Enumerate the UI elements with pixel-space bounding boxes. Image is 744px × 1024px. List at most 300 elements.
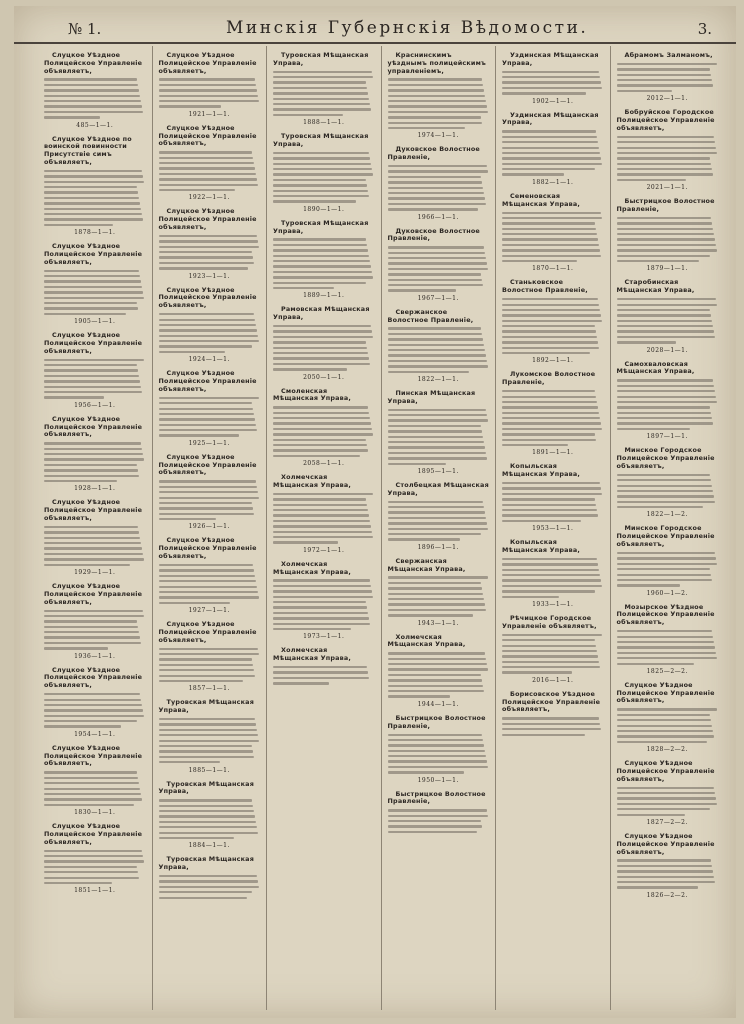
text-line bbox=[502, 433, 595, 435]
text-line bbox=[44, 877, 139, 879]
notice-body bbox=[617, 298, 719, 343]
text-line bbox=[502, 238, 598, 240]
notice bbox=[44, 416, 146, 493]
text-line bbox=[388, 192, 484, 194]
text-line bbox=[388, 344, 484, 346]
notice bbox=[44, 243, 146, 325]
text-line bbox=[273, 152, 369, 154]
text-line bbox=[388, 446, 485, 448]
notice-code: 1857—1—1. bbox=[188, 685, 230, 693]
text-line bbox=[502, 417, 600, 419]
text-line bbox=[617, 787, 714, 789]
notice-body bbox=[617, 63, 719, 92]
text-line bbox=[273, 536, 373, 538]
notice-code: 1933—1—1. bbox=[532, 601, 574, 609]
text-line bbox=[44, 396, 104, 398]
text-line bbox=[273, 87, 367, 89]
text-line bbox=[273, 493, 373, 495]
text-line bbox=[388, 609, 486, 611]
notice-heading: Дуковское Волостное Правленіе, bbox=[387, 226, 480, 243]
text-line bbox=[388, 338, 483, 340]
text-line bbox=[617, 74, 711, 76]
text-line bbox=[617, 401, 717, 403]
notice-heading: Туровская Мѣщанская Управа, bbox=[158, 698, 254, 715]
notice-body bbox=[159, 313, 261, 353]
text-line bbox=[159, 580, 256, 582]
text-line bbox=[388, 593, 483, 595]
text-line bbox=[273, 444, 367, 446]
notice-body bbox=[617, 379, 719, 430]
text-line bbox=[502, 596, 559, 598]
notice bbox=[388, 715, 490, 784]
notice bbox=[617, 279, 719, 353]
notice-code: 1825—2—2. bbox=[646, 667, 688, 675]
notice-body bbox=[388, 327, 490, 372]
notice-body bbox=[273, 579, 375, 630]
text-line bbox=[502, 396, 596, 398]
text-line bbox=[502, 157, 601, 159]
notice-body bbox=[617, 474, 719, 509]
text-line bbox=[617, 325, 713, 327]
text-line bbox=[617, 719, 711, 721]
text-line bbox=[388, 284, 483, 286]
text-line bbox=[44, 181, 144, 183]
notice-heading: Туровская Мѣщанская Управа, bbox=[273, 51, 369, 67]
text-line bbox=[159, 157, 253, 159]
text-line bbox=[617, 233, 714, 235]
text-line bbox=[273, 498, 366, 500]
text-line bbox=[502, 341, 598, 343]
text-line bbox=[44, 291, 143, 293]
text-line bbox=[44, 647, 108, 649]
text-line bbox=[502, 173, 564, 175]
text-line bbox=[159, 497, 259, 499]
text-line bbox=[617, 557, 716, 559]
text-line bbox=[502, 163, 602, 165]
text-line bbox=[159, 486, 257, 488]
notice-heading: Слуцкое Уѣздное Полицейское Управленіе объявляетъ, bbox=[44, 414, 143, 439]
column-4 bbox=[382, 46, 497, 1010]
text-line bbox=[44, 386, 141, 388]
text-line bbox=[159, 886, 259, 888]
notice bbox=[502, 539, 604, 608]
text-line bbox=[273, 108, 371, 110]
text-line bbox=[502, 168, 595, 170]
notice bbox=[44, 823, 146, 894]
text-line bbox=[159, 480, 256, 482]
text-line bbox=[617, 568, 710, 570]
text-line bbox=[388, 84, 483, 86]
text-line bbox=[44, 116, 100, 118]
text-line bbox=[273, 368, 347, 370]
text-line bbox=[617, 157, 710, 159]
text-line bbox=[159, 729, 257, 731]
notice-code: 1972—1—1. bbox=[303, 546, 345, 554]
text-line bbox=[159, 434, 239, 436]
notice-heading: Свержанское Волостное Правленіе, bbox=[387, 307, 474, 324]
text-line bbox=[388, 463, 447, 465]
text-line bbox=[617, 579, 712, 581]
text-line bbox=[617, 396, 716, 398]
text-line bbox=[273, 628, 351, 630]
text-line bbox=[617, 652, 716, 654]
text-line bbox=[273, 238, 366, 240]
notice bbox=[388, 52, 490, 139]
notice-heading: Туровская Мѣщанская Управа, bbox=[158, 855, 254, 872]
text-line bbox=[617, 714, 710, 716]
text-line bbox=[44, 480, 117, 482]
text-line bbox=[273, 666, 367, 668]
text-line bbox=[159, 897, 247, 899]
text-line bbox=[388, 771, 464, 773]
notice-heading: Минское Городское Полицейское Управленіе объявляетъ, bbox=[616, 524, 715, 549]
text-line bbox=[44, 208, 141, 210]
text-line bbox=[388, 327, 481, 329]
text-line bbox=[273, 509, 368, 511]
notice-heading: Свержанская Мѣщанская Управа, bbox=[387, 556, 466, 573]
notice-heading: Станьковское Волостное Правленіе, bbox=[502, 278, 588, 295]
text-line bbox=[388, 436, 483, 438]
notice-code: 1944—1—1. bbox=[417, 700, 459, 708]
notice bbox=[273, 220, 375, 300]
notice-heading: Слуцкое Уѣздное Полицейское Управленіе объявляетъ, bbox=[158, 369, 257, 393]
text-line bbox=[159, 658, 252, 660]
text-line bbox=[617, 563, 717, 565]
text-line bbox=[617, 84, 713, 86]
text-line bbox=[388, 197, 485, 199]
notice-code: 1953—1—1. bbox=[532, 525, 574, 533]
notice bbox=[273, 388, 375, 468]
text-line bbox=[502, 569, 599, 571]
text-line bbox=[502, 493, 602, 495]
text-line bbox=[273, 417, 370, 419]
notice-body bbox=[159, 799, 261, 839]
text-line bbox=[502, 661, 599, 663]
text-line bbox=[388, 262, 487, 264]
text-line bbox=[273, 341, 366, 343]
text-line bbox=[388, 739, 483, 741]
text-line bbox=[502, 255, 601, 257]
text-line bbox=[159, 880, 258, 882]
text-line bbox=[388, 181, 482, 183]
text-line bbox=[159, 184, 258, 186]
text-line bbox=[502, 520, 581, 522]
text-line bbox=[502, 330, 596, 332]
text-line bbox=[44, 850, 142, 852]
text-line bbox=[159, 805, 253, 807]
text-line bbox=[159, 596, 259, 598]
notice bbox=[159, 537, 261, 614]
notice-body bbox=[159, 235, 261, 270]
notice-code: 1925—1—1. bbox=[188, 439, 230, 447]
text-line bbox=[159, 518, 217, 520]
text-line bbox=[502, 401, 597, 403]
notice bbox=[388, 791, 490, 834]
text-line bbox=[502, 585, 602, 587]
text-line bbox=[273, 287, 334, 289]
text-line bbox=[388, 760, 487, 762]
text-line bbox=[159, 591, 258, 593]
text-line bbox=[388, 176, 481, 178]
text-line bbox=[273, 71, 372, 73]
text-line bbox=[44, 297, 144, 299]
text-line bbox=[388, 279, 482, 281]
notice-code: 2050—1—1. bbox=[303, 373, 345, 381]
text-line bbox=[617, 741, 707, 743]
text-line bbox=[617, 479, 711, 481]
text-line bbox=[388, 360, 487, 362]
notice-body bbox=[502, 558, 604, 598]
notice-code: 1928—1—1. bbox=[74, 485, 116, 493]
notice-heading: Холмечская Мѣщанская Управа, bbox=[273, 646, 352, 663]
notice bbox=[502, 691, 604, 736]
text-line bbox=[159, 84, 256, 86]
text-line bbox=[159, 575, 255, 577]
text-line bbox=[44, 105, 142, 107]
notice-heading: Слуцкое Уѣздное Полицейское Управленіе объявляетъ, bbox=[44, 582, 143, 606]
notice bbox=[502, 112, 604, 186]
text-line bbox=[617, 68, 710, 70]
text-line bbox=[388, 522, 487, 524]
text-line bbox=[388, 425, 481, 427]
text-line bbox=[44, 631, 139, 633]
notice-body bbox=[388, 809, 490, 833]
notice bbox=[617, 198, 719, 272]
text-line bbox=[388, 695, 451, 697]
text-line bbox=[388, 365, 488, 367]
text-line bbox=[502, 217, 602, 219]
text-line bbox=[159, 340, 259, 342]
text-line bbox=[273, 163, 371, 165]
issue-number: № 1. bbox=[68, 20, 102, 38]
text-line bbox=[617, 657, 717, 659]
text-line bbox=[44, 302, 137, 304]
text-line bbox=[617, 217, 711, 219]
text-line bbox=[44, 542, 141, 544]
notice-body bbox=[502, 634, 604, 674]
notice-body bbox=[502, 390, 604, 446]
text-line bbox=[44, 547, 142, 549]
text-line bbox=[159, 891, 252, 893]
notice bbox=[617, 525, 719, 596]
notice-code: 1830—1—1. bbox=[74, 809, 116, 817]
text-line bbox=[388, 809, 487, 811]
text-line bbox=[44, 197, 139, 199]
text-line bbox=[273, 671, 368, 673]
text-line bbox=[502, 563, 598, 565]
notice-code: 2021—1—1. bbox=[646, 184, 688, 192]
text-line bbox=[44, 610, 143, 612]
text-line bbox=[617, 797, 716, 799]
text-line bbox=[502, 650, 597, 652]
text-line bbox=[502, 222, 595, 224]
text-line bbox=[617, 859, 711, 861]
text-line bbox=[273, 168, 372, 170]
notice-body bbox=[388, 501, 490, 541]
notice-heading: Лукомское Волостное Правленіе, bbox=[502, 370, 596, 387]
notice-body bbox=[502, 298, 604, 354]
text-line bbox=[502, 336, 597, 338]
text-line bbox=[617, 574, 711, 576]
notice bbox=[159, 125, 261, 202]
notice-code: 1929—1—1. bbox=[74, 569, 116, 577]
text-line bbox=[44, 715, 144, 717]
notice bbox=[502, 371, 604, 456]
column-3 bbox=[267, 46, 382, 1010]
notice-code: 1966—1—1. bbox=[417, 213, 459, 221]
text-line bbox=[273, 585, 371, 587]
notice-body bbox=[388, 576, 490, 616]
notice-heading: Копыльская Мѣщанская Управа, bbox=[502, 538, 581, 555]
text-line bbox=[617, 803, 717, 805]
text-line bbox=[388, 766, 488, 768]
text-line bbox=[617, 390, 715, 392]
text-line bbox=[159, 178, 257, 180]
text-line bbox=[617, 173, 713, 175]
text-line bbox=[388, 598, 484, 600]
notice bbox=[388, 558, 490, 627]
notice-body bbox=[44, 78, 146, 118]
text-line bbox=[388, 685, 483, 687]
text-line bbox=[159, 675, 255, 677]
text-line bbox=[273, 265, 371, 267]
notice-code: 1870—1—1. bbox=[532, 265, 574, 273]
text-line bbox=[617, 314, 711, 316]
column-5 bbox=[496, 46, 611, 1010]
text-line bbox=[159, 826, 257, 828]
notice bbox=[159, 370, 261, 447]
text-line bbox=[44, 704, 142, 706]
notice-heading: Абрамомъ Залманомъ, bbox=[624, 51, 713, 59]
text-line bbox=[273, 677, 369, 679]
notice-code: 1882—1—1. bbox=[532, 178, 574, 186]
notice-body bbox=[388, 409, 490, 465]
text-line bbox=[502, 249, 600, 251]
text-line bbox=[502, 320, 602, 322]
notice bbox=[388, 390, 490, 475]
text-line bbox=[273, 428, 372, 430]
text-line bbox=[44, 871, 138, 873]
text-line bbox=[159, 745, 252, 747]
text-line bbox=[159, 653, 259, 655]
text-line bbox=[159, 313, 254, 315]
notice bbox=[617, 760, 719, 826]
text-line bbox=[502, 228, 596, 230]
notice bbox=[388, 482, 490, 551]
notice-heading: Столбецкая Мѣщанская Управа, bbox=[387, 480, 489, 497]
text-line bbox=[388, 668, 488, 670]
text-line bbox=[273, 433, 373, 435]
text-line bbox=[159, 815, 255, 817]
text-line bbox=[159, 502, 252, 504]
notice bbox=[44, 52, 146, 129]
text-line bbox=[388, 127, 465, 129]
notice bbox=[617, 682, 719, 753]
text-line bbox=[159, 799, 252, 801]
notice-heading: Холмечская Мѣщанская Управа, bbox=[273, 559, 352, 576]
text-line bbox=[159, 507, 253, 509]
notice bbox=[502, 52, 604, 105]
text-line bbox=[159, 319, 255, 321]
text-line bbox=[273, 449, 368, 451]
text-line bbox=[388, 587, 482, 589]
text-line bbox=[388, 257, 486, 259]
text-line bbox=[617, 249, 717, 251]
notice-code: 2028—1—1. bbox=[646, 346, 688, 354]
notice-heading: Слуцкое Уѣздное Полицейское Управленіе объявляетъ, bbox=[158, 452, 257, 477]
notice-heading: Слуцкое Уѣздное Полицейское Управленіе объявляетъ, bbox=[44, 743, 143, 768]
notice-body bbox=[502, 212, 604, 263]
text-line bbox=[159, 235, 257, 237]
notice bbox=[273, 647, 375, 684]
text-line bbox=[617, 428, 690, 430]
text-line bbox=[44, 475, 139, 477]
notice bbox=[388, 634, 490, 708]
text-line bbox=[273, 190, 368, 192]
text-line bbox=[159, 246, 259, 248]
notice-heading: Краснинскимъ уѣзднымъ полицейскимъ управленіемъ, bbox=[387, 51, 487, 75]
text-line bbox=[44, 313, 126, 315]
notice bbox=[502, 193, 604, 273]
notice bbox=[159, 856, 261, 899]
text-line bbox=[159, 664, 253, 666]
notice bbox=[273, 133, 375, 213]
text-line bbox=[502, 639, 595, 641]
text-line bbox=[617, 876, 714, 878]
text-line bbox=[44, 782, 139, 784]
text-line bbox=[502, 428, 602, 430]
text-line bbox=[273, 612, 368, 614]
notice-heading: Слуцкое Уѣздное Полицейское Управленіе объявляетъ, bbox=[158, 51, 257, 75]
text-line bbox=[44, 642, 141, 644]
notice-heading: Борисовское Уѣздное Полицейское Управленіе объявляетъ, bbox=[502, 689, 601, 714]
text-line bbox=[617, 163, 711, 165]
text-line bbox=[502, 92, 586, 94]
text-line bbox=[159, 100, 259, 102]
notice-code: 1885—1—1. bbox=[188, 766, 230, 774]
notice-body bbox=[388, 652, 490, 697]
text-line bbox=[617, 506, 703, 508]
text-line bbox=[44, 693, 140, 695]
text-line bbox=[159, 756, 254, 758]
text-line bbox=[159, 761, 221, 763]
text-line bbox=[388, 663, 487, 665]
notice-body bbox=[273, 325, 375, 370]
text-line bbox=[502, 498, 595, 500]
notice-heading: Бобруйское Городское Полицейское Управленіе объявляетъ, bbox=[616, 108, 715, 132]
text-line bbox=[273, 412, 369, 414]
text-line bbox=[159, 648, 258, 650]
text-line bbox=[273, 195, 369, 197]
newspaper-title: Минскія Губернскія Вѣдомости. bbox=[226, 18, 589, 38]
text-line bbox=[617, 330, 714, 332]
text-line bbox=[617, 255, 710, 257]
text-line bbox=[502, 666, 600, 668]
notice-code: 2012—1—1. bbox=[646, 95, 688, 103]
notice-code: 1878—1—1. bbox=[74, 229, 116, 237]
text-line bbox=[44, 793, 141, 795]
text-line bbox=[388, 419, 488, 421]
text-line bbox=[273, 617, 369, 619]
text-line bbox=[159, 402, 252, 404]
notice-code: 1826—2—2. bbox=[646, 891, 688, 899]
text-line bbox=[273, 330, 372, 332]
notice-heading: Старобинская Мѣщанская Управа, bbox=[616, 278, 695, 295]
text-line bbox=[502, 244, 599, 246]
text-line bbox=[159, 564, 253, 566]
notice-code: 1884—1—1. bbox=[188, 842, 230, 850]
notice-body bbox=[502, 130, 604, 175]
